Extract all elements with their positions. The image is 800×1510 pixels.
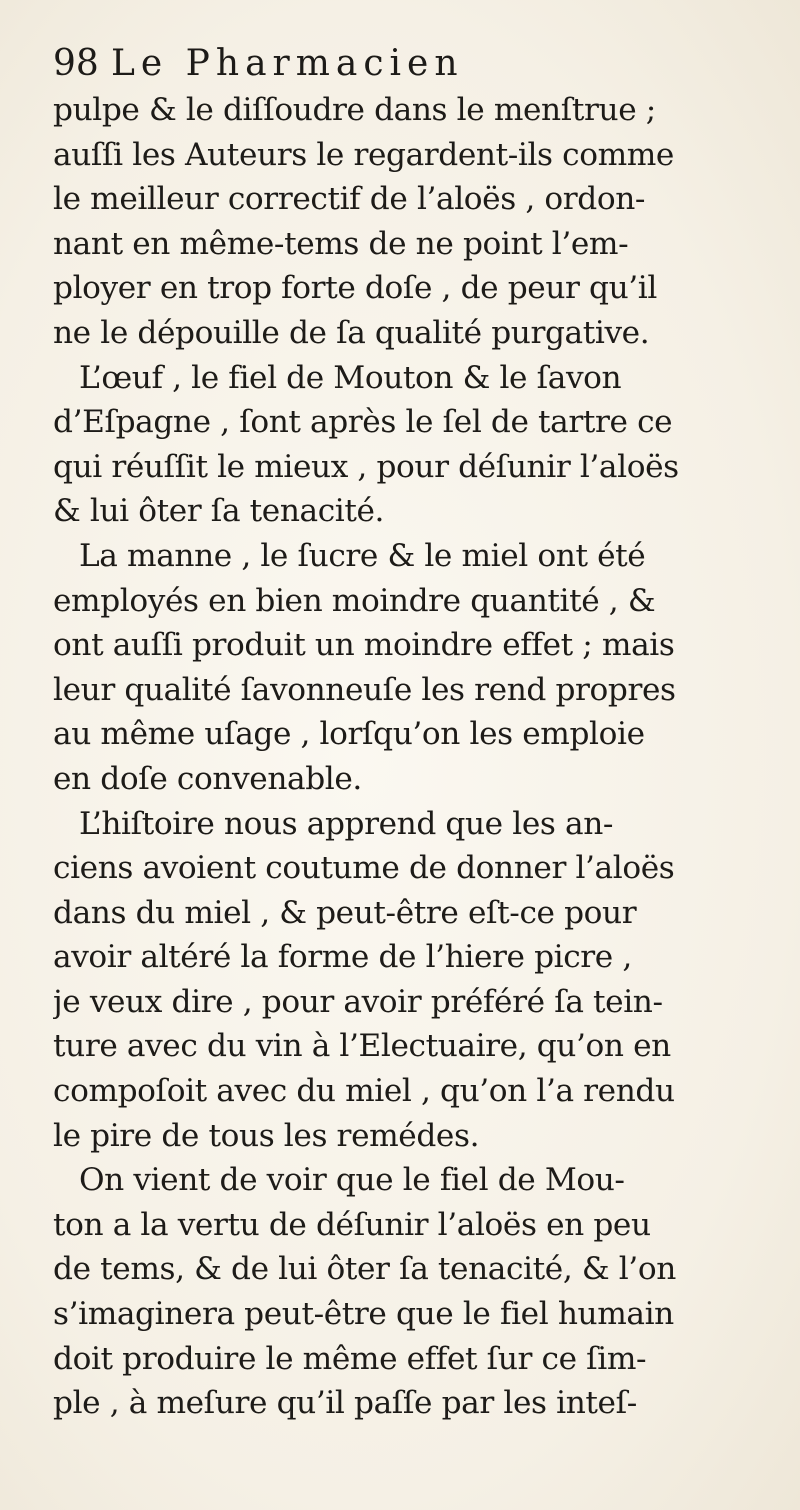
text-line: nant en même-tems de ne point l’em-	[53, 225, 629, 262]
text-line: & lui ôter ſa tenacité.	[53, 493, 385, 530]
text-line: ture avec du vin à l’Electuaire, qu’on en	[53, 1028, 671, 1065]
paragraph-start-line: L’hiſtoire nous apprend que les an-	[79, 805, 614, 842]
paragraph-start-line: La manne , le ſucre & le miel ont été	[79, 537, 646, 574]
running-head	[53, 40, 782, 88]
text-line: ployer en trop forte doſe , de peur qu’il	[53, 270, 657, 307]
text-line: je veux dire , pour avoir préféré ſa tein-	[53, 983, 663, 1020]
text-line: ton a la vertu de déſunir l’aloës en peu	[53, 1206, 651, 1243]
text-line: ple , à meſure qu’il paſſe par les inteſ-	[53, 1385, 637, 1422]
text-line: ciens avoient coutume de donner l’aloës	[53, 850, 675, 887]
text-line: pulpe & le diſſoudre dans le menſtrue ;	[53, 92, 656, 128]
text-line: leur qualité ſavonneuſe les rend propres	[53, 671, 676, 708]
text-line: avoir altéré la forme de l’hiere picre ,	[53, 939, 632, 976]
text-line: ont auſſi produit un moindre effet ; mais	[53, 627, 675, 664]
body-text	[53, 88, 782, 1426]
text-line: ne le dépouille de ſa qualité purgative.	[53, 314, 650, 351]
text-line: le pire de tous les remédes.	[53, 1117, 480, 1154]
text-line: au même uſage , lorſqu’on les emploie	[53, 716, 645, 753]
text-line: doit produire le même effet ſur ce ſim-	[53, 1340, 647, 1377]
text-line: en doſe convenable.	[53, 760, 362, 797]
text-line: employés en bien moindre quantité , &	[53, 582, 656, 619]
text-line: compoſoit avec du miel , qu’on l’a rendu	[53, 1073, 675, 1110]
page-number: 98	[53, 43, 99, 84]
text-line: de tems, & de lui ôter ſa tenacité, & l’on	[53, 1251, 676, 1288]
text-line: auſſi les Auteurs le regardent-ils comme	[53, 136, 674, 173]
text-line: d’Eſpagne , ſont après le ſel de tartre ce	[53, 404, 673, 441]
running-title: Le Pharmacien	[111, 43, 464, 84]
paragraph-start-line: On vient de voir que le fiel de Mou-	[79, 1162, 625, 1199]
text-line: le meilleur correctif de l’aloës , ordon-	[53, 181, 646, 218]
text-line: dans du miel , & peut-être eſt-ce pour	[53, 894, 637, 931]
text-line: qui réuſſit le mieux , pour déſunir l’aloës	[53, 448, 679, 485]
text-line: s’imaginera peut-être que le fiel humain	[53, 1296, 674, 1333]
paragraph-start-line: L’œuf , le fiel de Mouton & le ſavon	[79, 359, 622, 396]
